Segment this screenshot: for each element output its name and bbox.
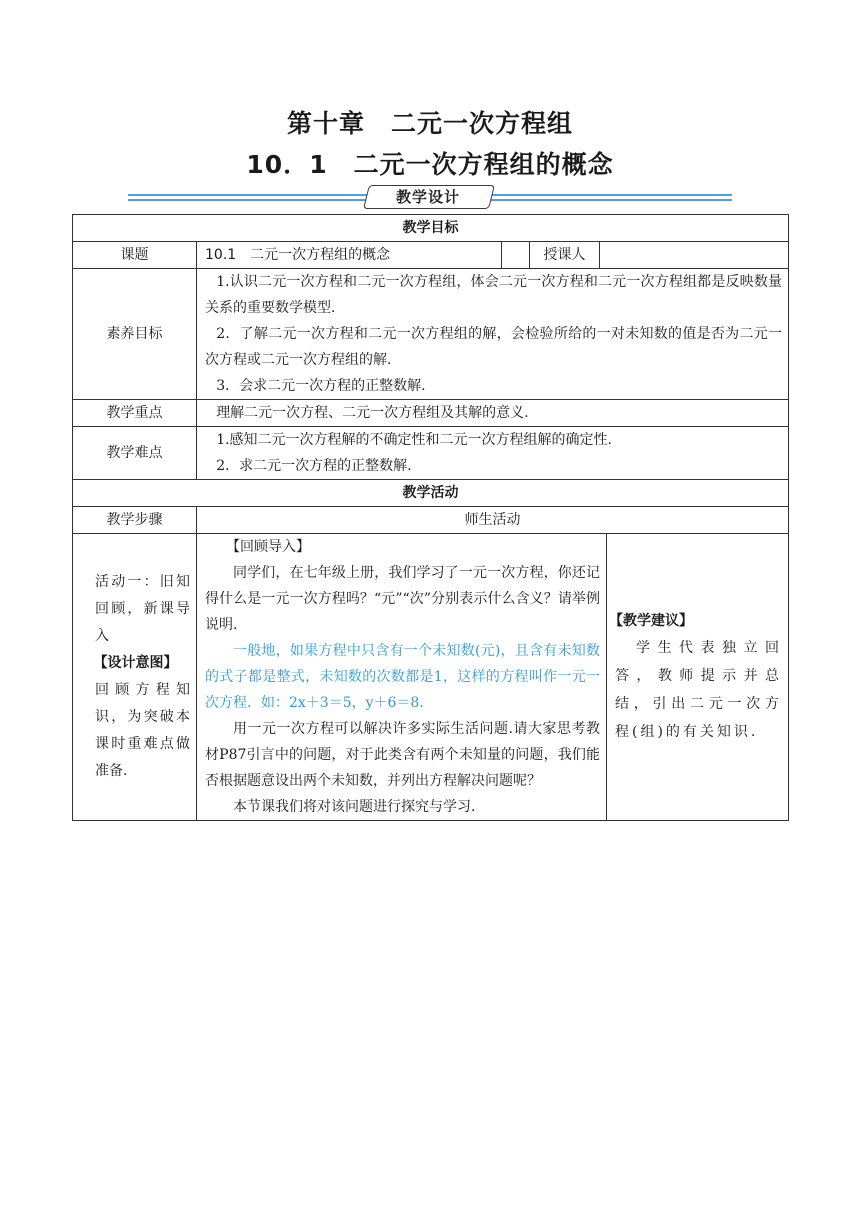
- review-paragraph-4: 本节课我们将对该问题进行探究与学习.: [233, 799, 476, 815]
- lesson-plan-table: [72, 214, 789, 821]
- activities-subheader-row: [73, 507, 789, 534]
- design-intent-label: 【设计意图】: [93, 655, 178, 671]
- design-intent-text: 回顾方程知识，为突破本课时重难点做准备.: [95, 682, 190, 779]
- section-title: 10．1 二元一次方程组的概念: [246, 150, 614, 179]
- course-spacer: [502, 242, 530, 269]
- activities-heading: 教学活动: [73, 480, 789, 507]
- activity1-content: [197, 534, 607, 821]
- course-value: 10.1 二元一次方程组的概念: [197, 242, 502, 269]
- literacy-label: 素养目标: [73, 269, 197, 400]
- activity-label: 师生活动: [197, 507, 789, 534]
- key-label: 教学重点: [73, 400, 197, 427]
- objectives-heading-row: [73, 215, 789, 242]
- review-paragraph-2: 一般地，如果方程中只含有一个未知数(元)，且含有未知数的式子都是整式，未知数的次数都是1，这样的方程叫作一元一次方程．如：2x＋3＝5，y＋6＝8.: [205, 643, 600, 711]
- suggestion-label: 【教学建议】: [609, 613, 693, 629]
- course-label: 课题: [73, 242, 197, 269]
- chapter-title: 第十章 二元一次方程组: [286, 109, 573, 138]
- difficulty-row: [73, 427, 789, 480]
- review-paragraph-3: 用一元一次方程可以解决许多实际生活问题.请大家思考教材P87引言中的问题，对于此类含有两个未知量的问题，我们能否根据题意设出两个未知数，并列出方程解决问题呢？: [205, 721, 600, 789]
- teaching-design-banner: [128, 186, 732, 208]
- difficulty-content: [197, 427, 789, 480]
- objectives-heading: 教学目标: [73, 215, 789, 242]
- review-label: 【回顾导入】: [226, 539, 310, 555]
- literacy-item-2: 2．了解二元一次方程和二元一次方程组的解，会检验所给的一对未知数的值是否为二元一次方程或二元一次方程组的解.: [205, 326, 783, 368]
- literacy-content: [197, 269, 789, 400]
- key-row: [73, 400, 789, 427]
- activity1-title: 活动一：旧知回顾，新课导入: [95, 574, 190, 644]
- literacy-row: [73, 269, 789, 400]
- key-text: 理解二元一次方程、二元一次方程组及其解的意义.: [216, 405, 529, 421]
- teacher-value: [600, 242, 789, 269]
- activities-heading-row: [73, 480, 789, 507]
- difficulty-label: 教学难点: [73, 427, 197, 480]
- suggestion-text: 学生代表独立回答，教师提示并总结，引出二元一次方程(组)的有关知识.: [615, 640, 783, 740]
- difficulty-item-2: 2．求二元一次方程的正整数解.: [216, 458, 412, 474]
- banner-label: 教学设计: [395, 188, 460, 206]
- activity1-step-cell: [73, 534, 197, 821]
- course-row: [73, 242, 789, 269]
- activity1-row: [73, 534, 789, 821]
- literacy-item-3: 3．会求二元一次方程的正整数解.: [216, 378, 426, 394]
- review-paragraph-1: 同学们，在七年级上册，我们学习了一元一次方程，你还记得什么是一元一次方程吗？“元”“次”分别表示什么含义？请举例说明.: [205, 565, 600, 633]
- teacher-label: 授课人: [530, 242, 600, 269]
- key-content: [197, 400, 789, 427]
- steps-label: 教学步骤: [73, 507, 197, 534]
- literacy-item-1: 1.认识二元一次方程和二元一次方程组，体会二元一次方程和二元一次方程组都是反映数量关系的重要数学模型.: [205, 274, 783, 316]
- difficulty-item-1: 1.感知二元一次方程解的不确定性和二元一次方程组解的确定性.: [216, 432, 612, 448]
- suggestion-cell: [607, 534, 789, 821]
